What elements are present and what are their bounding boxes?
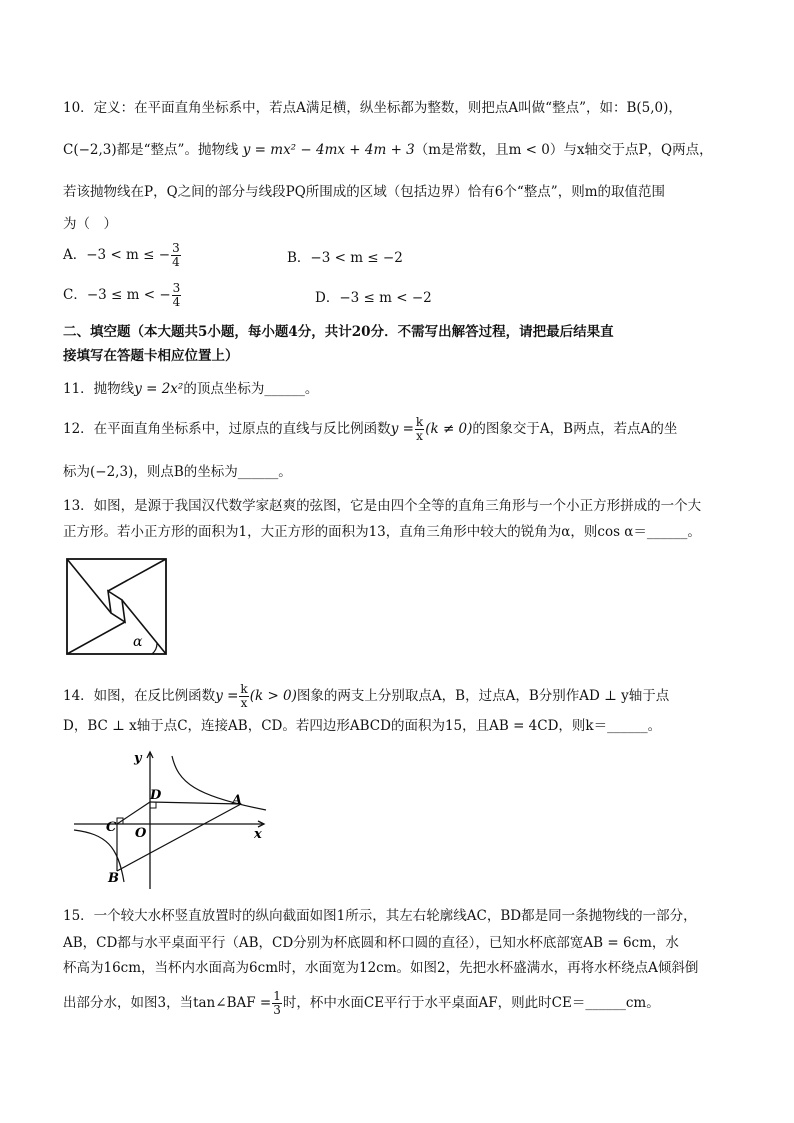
- q11-formula: y = 2x²: [134, 381, 184, 397]
- q10-option-a-fraction: [171, 242, 181, 269]
- q10-option-d: D．−3 ≤ m < −2: [315, 290, 432, 306]
- q13-triangle-edge-4: [108, 559, 166, 591]
- q14-label-x: x: [254, 827, 262, 842]
- q10-line3: 若该抛物线在P，Q之间的部分与线段PQ所围成的区域（包括边界）恰有6个“整点”，则m的取值范围: [63, 184, 665, 200]
- q13-angle-arc: [152, 643, 157, 654]
- q11-suffix: 的顶点坐标为______。: [183, 381, 319, 397]
- q14-segment-ad: [150, 802, 241, 804]
- q13-triangle-edge-3: [122, 600, 166, 654]
- q12-suffix: 的图象交于A，B两点，若点A的坐: [472, 421, 678, 437]
- q14-line1: [63, 683, 669, 710]
- q12-prefix: 12．在平面直角坐标系中，过原点的直线与反比例函数: [63, 421, 391, 437]
- q13-triangle-edge-2: [67, 622, 125, 654]
- q13-small-square: [108, 591, 125, 622]
- q15-fraction: [272, 990, 282, 1017]
- q15-line4-prefix: 出部分水，如图3，当tan∠BAF =: [63, 995, 272, 1011]
- q14-suffix: 图象的两支上分别取点A，B，过点A，B分别作AD ⊥ y轴于点: [296, 688, 670, 704]
- q15-line4-suffix: 时，杯中水面CE平行于水平桌面AF，则此时CE＝______cm。: [282, 995, 660, 1011]
- q10-option-c-den: 4: [172, 295, 181, 309]
- q14-frac-den: x: [240, 696, 248, 710]
- q14-formula-rhs: (k > 0): [249, 688, 297, 704]
- q13-line2: 正方形。若小正方形的面积为1，大正方形的面积为13，直角三角形中较大的锐角为α，则cos α＝______。: [63, 524, 701, 540]
- q12-line2: 标为(−2,3)，则点B的坐标为______。: [63, 464, 292, 480]
- q11-prefix: 11．抛物线: [63, 381, 135, 397]
- q14-label-y: y: [134, 751, 142, 766]
- q10-option-b: B．−3 < m ≤ −2: [287, 250, 403, 266]
- q12-frac-den: x: [416, 429, 423, 443]
- q14-label-d: D: [150, 788, 162, 803]
- q15-line3: 杯高为16cm，当杯内水面高为6cm时，水面宽为12cm。如图2，先把水杯盛满水，再将水杯绕点A倾斜倒: [63, 960, 699, 976]
- q12-formula-rhs: (k ≠ 0): [425, 421, 473, 437]
- q15-frac-den: 3: [273, 1003, 281, 1017]
- q10-option-a-den: 4: [172, 255, 180, 269]
- q10-option-c-fraction: [172, 282, 182, 309]
- q12-line1: [63, 416, 677, 443]
- q10-option-c: [63, 282, 182, 309]
- q15-line1: 15．一个较大水杯竖直放置时的纵向截面如图1所示，其左右轮廓线AC，BD都是同一条抛物线的一部分，: [63, 908, 697, 924]
- q14-label-a: A: [232, 793, 243, 808]
- q12-formula-lhs: y =: [390, 421, 414, 437]
- q14-fraction: [239, 683, 248, 710]
- q14-formula-lhs: y =: [215, 688, 239, 704]
- q14-label-o: O: [135, 826, 147, 841]
- q10-line1: 10．定义：在平面直角坐标系中，若点A满足横，纵坐标都为整数，则把点A叫做“整点”，如：B(5,0)，: [63, 100, 682, 116]
- q14-frac-num: k: [240, 682, 248, 696]
- q10-option-c-text: C．−3 ≤ m < −: [63, 287, 171, 303]
- q10-line2: [63, 140, 713, 160]
- q14-label-c: C: [106, 820, 117, 835]
- q10-parabola-formula: y = mx² − 4mx + 4m + 3: [242, 142, 415, 158]
- q10-line2-text-a: C(−2,3)都是“整点”。抛物线: [63, 142, 243, 158]
- q12-frac-num: k: [415, 415, 424, 429]
- q10-option-c-num: 3: [172, 281, 181, 295]
- q11: [63, 379, 318, 399]
- q12-fraction: [415, 416, 424, 443]
- q15-line2: AB，CD都与水平桌面平行（AB，CD分别为杯底圆和杯口圆的直径），已知水杯底部宽AB = 6cm，水: [63, 935, 679, 951]
- q13-line1: 13．如图，是源于我国汉代数学家赵爽的弦图，它是由四个全等的直角三角形与一个小正方形拼成的一个大: [63, 498, 702, 514]
- q13-triangle-edge-1: [67, 559, 111, 613]
- q10-option-a-num: 3: [172, 241, 180, 255]
- q10-option-a: [63, 242, 182, 269]
- q14-label-b: B: [108, 871, 119, 886]
- q14-hyperbola-figure: [66, 746, 276, 892]
- q10-line2-text-b: （m是常数，且m < 0）与x轴交于点P，Q两点，: [414, 142, 713, 158]
- q14-prefix: 14．如图，在反比例函数: [63, 688, 216, 704]
- q13-zhao-shuang-figure: [64, 556, 170, 658]
- q14-segment-cd: [117, 802, 150, 824]
- section2-heading-line2: 接填写在答题卡相应位置上）: [63, 348, 239, 364]
- q13-angle-alpha-label: α: [133, 634, 143, 650]
- q14-line2: D，BC ⊥ x轴于点C，连接AB，CD。若四边形ABCD的面积为15，且AB = 4CD，则k＝______。: [63, 718, 662, 734]
- q15-line4: [63, 990, 660, 1017]
- q15-frac-num: 1: [273, 989, 281, 1003]
- q14-hyperbola-branch-1: [172, 756, 266, 810]
- q13-big-square: [67, 559, 166, 654]
- section2-heading-line1: 二、填空题（本大题共5小题，每小题4分，共计20分．不需写出解答过程，请把最后结果直: [63, 324, 614, 340]
- q10-option-a-text: A．−3 < m ≤ −: [63, 247, 171, 263]
- q10-line4: 为（ ）: [63, 216, 117, 232]
